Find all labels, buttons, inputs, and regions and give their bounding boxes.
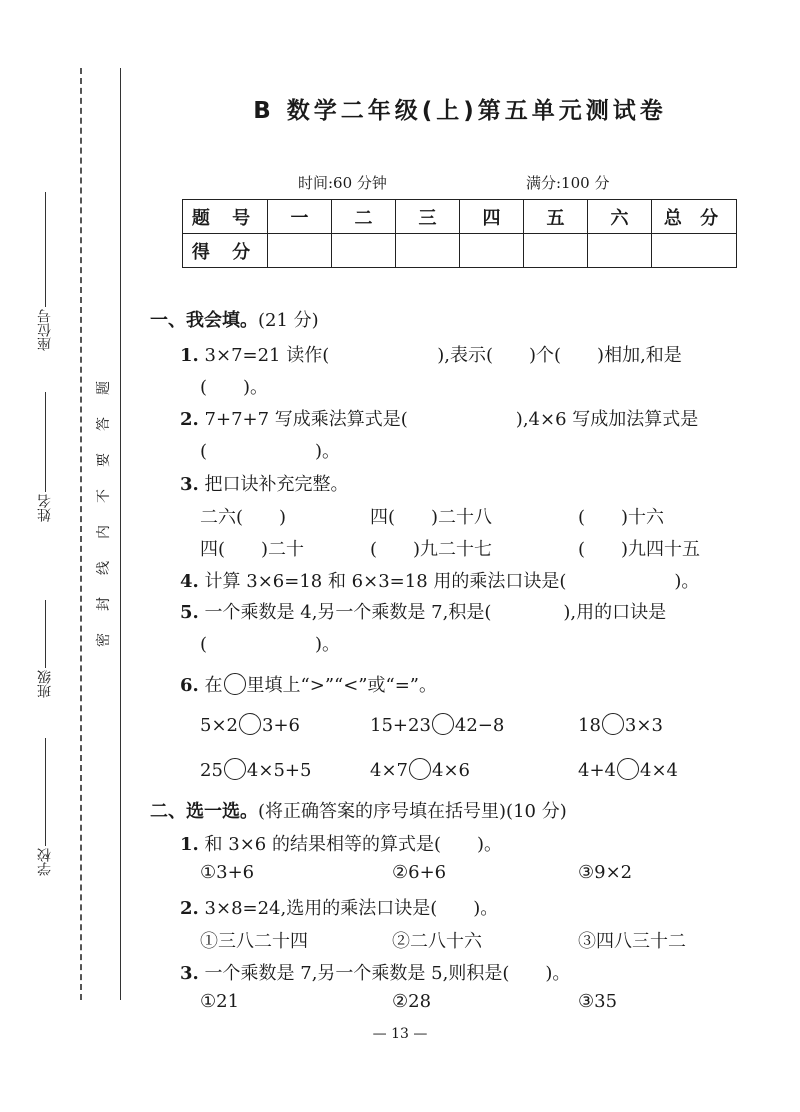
question-text: 一个乘数是 4,另一个乘数是 7,积是( ),用的口诀是 [204, 602, 667, 623]
name-label: 姓名 [37, 494, 53, 522]
section1-points: (21 分) [258, 310, 319, 331]
seat-number-blank[interactable] [45, 192, 46, 307]
dashed-binding-line [80, 68, 82, 1000]
section-header: 五 [524, 200, 588, 234]
option[interactable]: ②6+6 [392, 862, 447, 883]
mnemonic-item: 二六( ) [200, 507, 287, 528]
question-2-3 [180, 959, 570, 985]
compare-left: 5×2 [200, 715, 238, 736]
option[interactable]: ①21 [200, 991, 240, 1012]
compare-right: 42−8 [454, 715, 505, 736]
section-header: 六 [588, 200, 652, 234]
question-text: 计算 3×6=18 和 6×3=18 用的乘法口诀是( )。 [204, 571, 700, 592]
question-2-1 [180, 830, 502, 856]
question-number: 4. [180, 571, 199, 592]
full-score: 满分:100 分 [526, 174, 610, 192]
compare-item [370, 758, 470, 781]
class-field[interactable] [30, 600, 60, 698]
option[interactable]: ③35 [578, 991, 618, 1012]
question-text: 7+7+7 写成乘法算式是( ),4×6 写成加法算式是 [204, 409, 699, 430]
compare-right: 3×3 [624, 715, 663, 736]
question-text: 把口诀补充完整。 [204, 474, 349, 495]
name-field[interactable] [30, 392, 60, 522]
exam-time: 时间:60 分钟 [298, 174, 387, 192]
warning-char: 不 [96, 489, 112, 503]
question-1-2 [180, 405, 698, 431]
question-number: 1. [180, 345, 199, 366]
name-blank[interactable] [45, 392, 46, 492]
question-1-5-cont: ( )。 [200, 634, 341, 655]
question-text-pre: 在 [204, 675, 223, 696]
compare-left: 18 [578, 715, 601, 736]
score-table-score-row [183, 234, 737, 268]
compare-item [578, 758, 678, 781]
section-header: 四 [460, 200, 524, 234]
seat-number-label: 座位号 [37, 309, 53, 351]
compare-left: 4+4 [578, 760, 616, 781]
compare-left: 15+23 [370, 715, 431, 736]
section1-heading [150, 306, 319, 332]
score-table [182, 199, 737, 268]
page-number: — 13 — [372, 1026, 428, 1042]
question-1-3 [180, 470, 349, 496]
section2-title: 二、选一选。 [150, 801, 258, 822]
compare-circle[interactable] [602, 713, 624, 735]
option[interactable]: ②28 [392, 991, 432, 1012]
question-number: 1. [180, 834, 199, 855]
section-header: 一 [268, 200, 332, 234]
score-cell[interactable] [332, 234, 396, 268]
option[interactable]: ②二八十六 [392, 931, 482, 952]
option[interactable]: ③9×2 [578, 862, 633, 883]
seat-number-field[interactable] [30, 192, 60, 351]
school-field[interactable] [30, 738, 60, 876]
question-number: 5. [180, 602, 199, 623]
mnemonic-item: ( )九二十七 [370, 539, 493, 560]
mnemonic-item: ( )十六 [578, 507, 665, 528]
question-text: 3×7=21 读作( ),表示( )个( )相加,和是 [204, 345, 682, 366]
question-1-1-cont: ( )。 [200, 377, 269, 398]
total-header: 总 分 [652, 200, 737, 234]
warning-char: 答 [96, 417, 112, 431]
score-label: 得 分 [183, 234, 268, 268]
question-text: 和 3×6 的结果相等的算式是( )。 [204, 834, 503, 855]
section1-title: 一、我会填。 [150, 310, 258, 331]
compare-left: 4×7 [370, 760, 408, 781]
compare-circle[interactable] [409, 758, 431, 780]
score-table-header-row [183, 200, 737, 234]
mnemonic-item: 四( )二十八 [370, 507, 493, 528]
score-cell[interactable] [524, 234, 588, 268]
question-text: 3×8=24,选用的乘法口诀是( )。 [204, 898, 499, 919]
option[interactable]: ①3+6 [200, 862, 255, 883]
compare-circle[interactable] [224, 758, 246, 780]
school-blank[interactable] [45, 738, 46, 846]
option[interactable]: ①三八二十四 [200, 931, 308, 952]
question-1-1 [180, 341, 682, 367]
warning-char: 封 [96, 597, 112, 611]
section2-heading [150, 797, 567, 823]
question-1-2-cont: ( )。 [200, 441, 341, 462]
total-score-cell[interactable] [652, 234, 737, 268]
question-number: 3. [180, 963, 199, 984]
question-number: 3. [180, 474, 199, 495]
section-header: 二 [332, 200, 396, 234]
question-1-4 [180, 567, 699, 593]
section-header: 三 [396, 200, 460, 234]
question-number: 6. [180, 675, 199, 696]
score-cell[interactable] [460, 234, 524, 268]
class-blank[interactable] [45, 600, 46, 668]
compare-item [370, 713, 504, 736]
solid-binding-line [120, 68, 121, 1000]
warning-char: 题 [96, 381, 112, 395]
warning-char: 线 [96, 561, 112, 575]
compare-right: 4×6 [432, 760, 470, 781]
compare-item [200, 713, 300, 736]
page-title: B 数学二年级(上)第五单元测试卷 [253, 98, 667, 124]
seal-line-warning [92, 378, 114, 650]
question-text: 一个乘数是 7,另一个乘数是 5,则积是( )。 [204, 963, 571, 984]
compare-item [200, 758, 311, 781]
question-number: 2. [180, 898, 199, 919]
option[interactable]: ③四八三十二 [578, 931, 686, 952]
circle-icon [224, 673, 246, 695]
score-cell[interactable] [588, 234, 652, 268]
question-2-2 [180, 894, 498, 920]
compare-circle[interactable] [617, 758, 639, 780]
warning-char: 密 [96, 633, 112, 647]
warning-char: 要 [96, 453, 112, 467]
compare-right: 4×4 [640, 760, 678, 781]
compare-left: 25 [200, 760, 223, 781]
class-label: 班级 [37, 670, 53, 698]
question-number: 2. [180, 409, 199, 430]
question-1-6 [180, 671, 437, 697]
compare-right: 4×5+5 [246, 760, 312, 781]
mnemonic-item: ( )九四十五 [578, 539, 701, 560]
warning-char: 内 [96, 525, 112, 539]
question-text-post: 里填上“>”“<”或“=”。 [246, 675, 437, 696]
question-number-header: 题 号 [183, 200, 268, 234]
school-label: 学校 [37, 848, 53, 876]
compare-circle[interactable] [239, 713, 261, 735]
compare-circle[interactable] [432, 713, 454, 735]
question-1-5 [180, 598, 666, 624]
section2-points: (将正确答案的序号填在括号里)(10 分) [258, 801, 567, 822]
score-cell[interactable] [396, 234, 460, 268]
score-cell[interactable] [268, 234, 332, 268]
compare-right: 3+6 [262, 715, 300, 736]
mnemonic-item: 四( )二十 [200, 539, 305, 560]
compare-item [578, 713, 663, 736]
